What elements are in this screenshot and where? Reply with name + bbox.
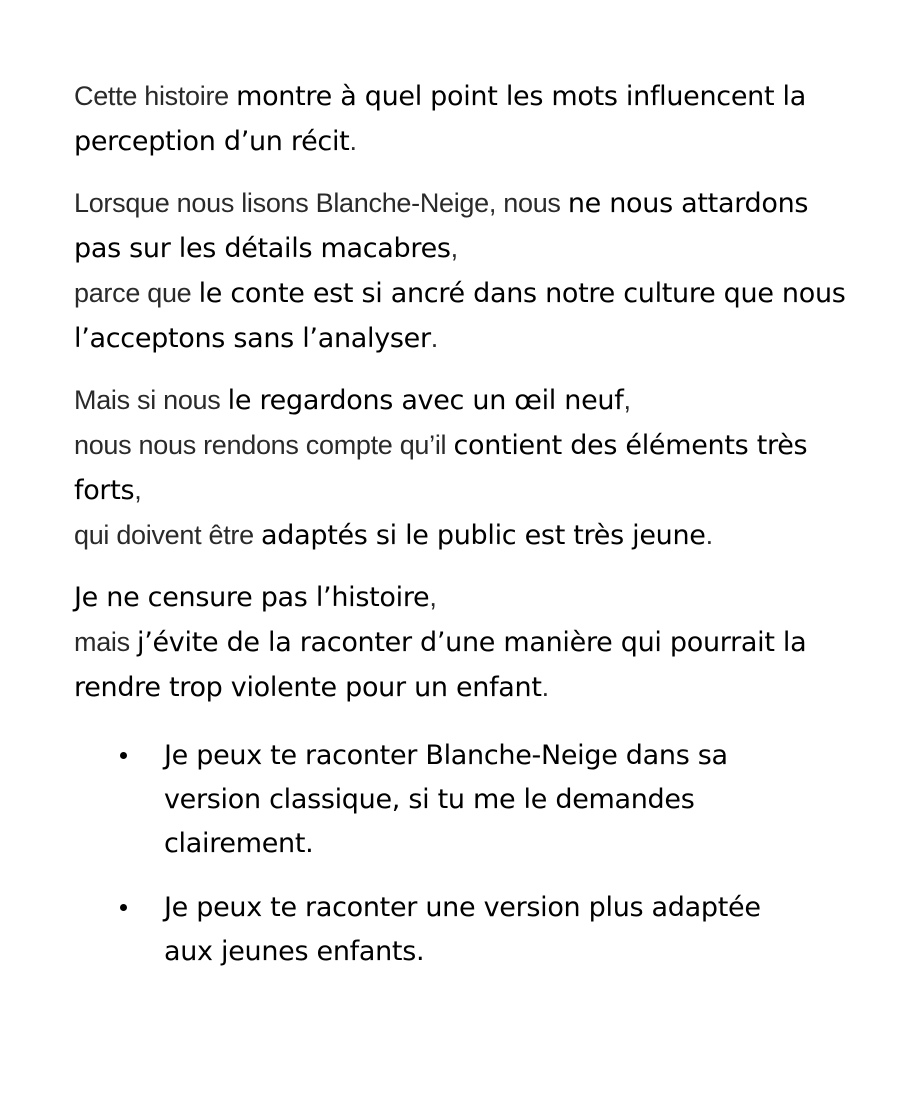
text-segment-emphasis: Je ne censure pas l’histoire <box>74 582 430 613</box>
text-segment: . <box>705 520 713 550</box>
text-segment-emphasis: le regardons avec un œil neuf <box>227 385 624 416</box>
paragraph-blanche-neige <box>74 181 850 361</box>
list-item-text: Je peux te raconter Blanche-Neige dans sa version classique, si tu me le demandes clairement. <box>164 740 728 859</box>
text-segment: , <box>134 475 142 505</box>
list-item <box>74 734 784 866</box>
text-segment: Mais si nous <box>74 385 228 415</box>
text-segment: qui doivent être <box>74 520 262 550</box>
paragraph-new-eye <box>74 378 850 558</box>
text-segment: . <box>349 126 357 156</box>
bullet-dot-icon <box>120 752 127 759</box>
text-segment: , <box>429 582 437 612</box>
text-segment: , <box>623 385 631 415</box>
bullet-dot-icon <box>120 904 127 911</box>
text-segment: Cette histoire <box>74 81 237 111</box>
paragraph-intro <box>74 74 850 164</box>
text-segment-emphasis: ne nous attardons pas sur les détails macabres <box>74 188 809 264</box>
list-item <box>74 886 784 974</box>
text-segment: . <box>541 672 549 702</box>
text-segment-emphasis: le conte est si ancré dans notre culture que nous l’acceptons sans l’analyser <box>74 278 846 354</box>
text-segment: Lorsque nous lisons Blanche-Neige, nous <box>74 188 568 218</box>
text-segment: parce que <box>74 278 199 308</box>
text-segment-emphasis: montre à quel point les mots influencent la perception d’un récit <box>74 81 806 157</box>
text-segment-emphasis: adaptés si le public est très jeune <box>261 520 706 551</box>
text-segment: . <box>430 323 438 353</box>
text-segment-emphasis: j’évite de la raconter d’une manière qui pourrait la rendre trop violente pour un enfant <box>74 627 807 703</box>
list-item-text: Je peux te raconter une version plus adaptée aux jeunes enfants. <box>164 892 761 967</box>
text-segment: mais <box>74 627 138 657</box>
text-segment: , <box>450 233 458 263</box>
text-segment: nous nous rendons compte qu’il <box>74 430 454 460</box>
options-list <box>74 734 850 974</box>
paragraph-no-censorship <box>74 575 850 710</box>
text-segment-emphasis: contient des éléments très forts <box>74 430 808 506</box>
